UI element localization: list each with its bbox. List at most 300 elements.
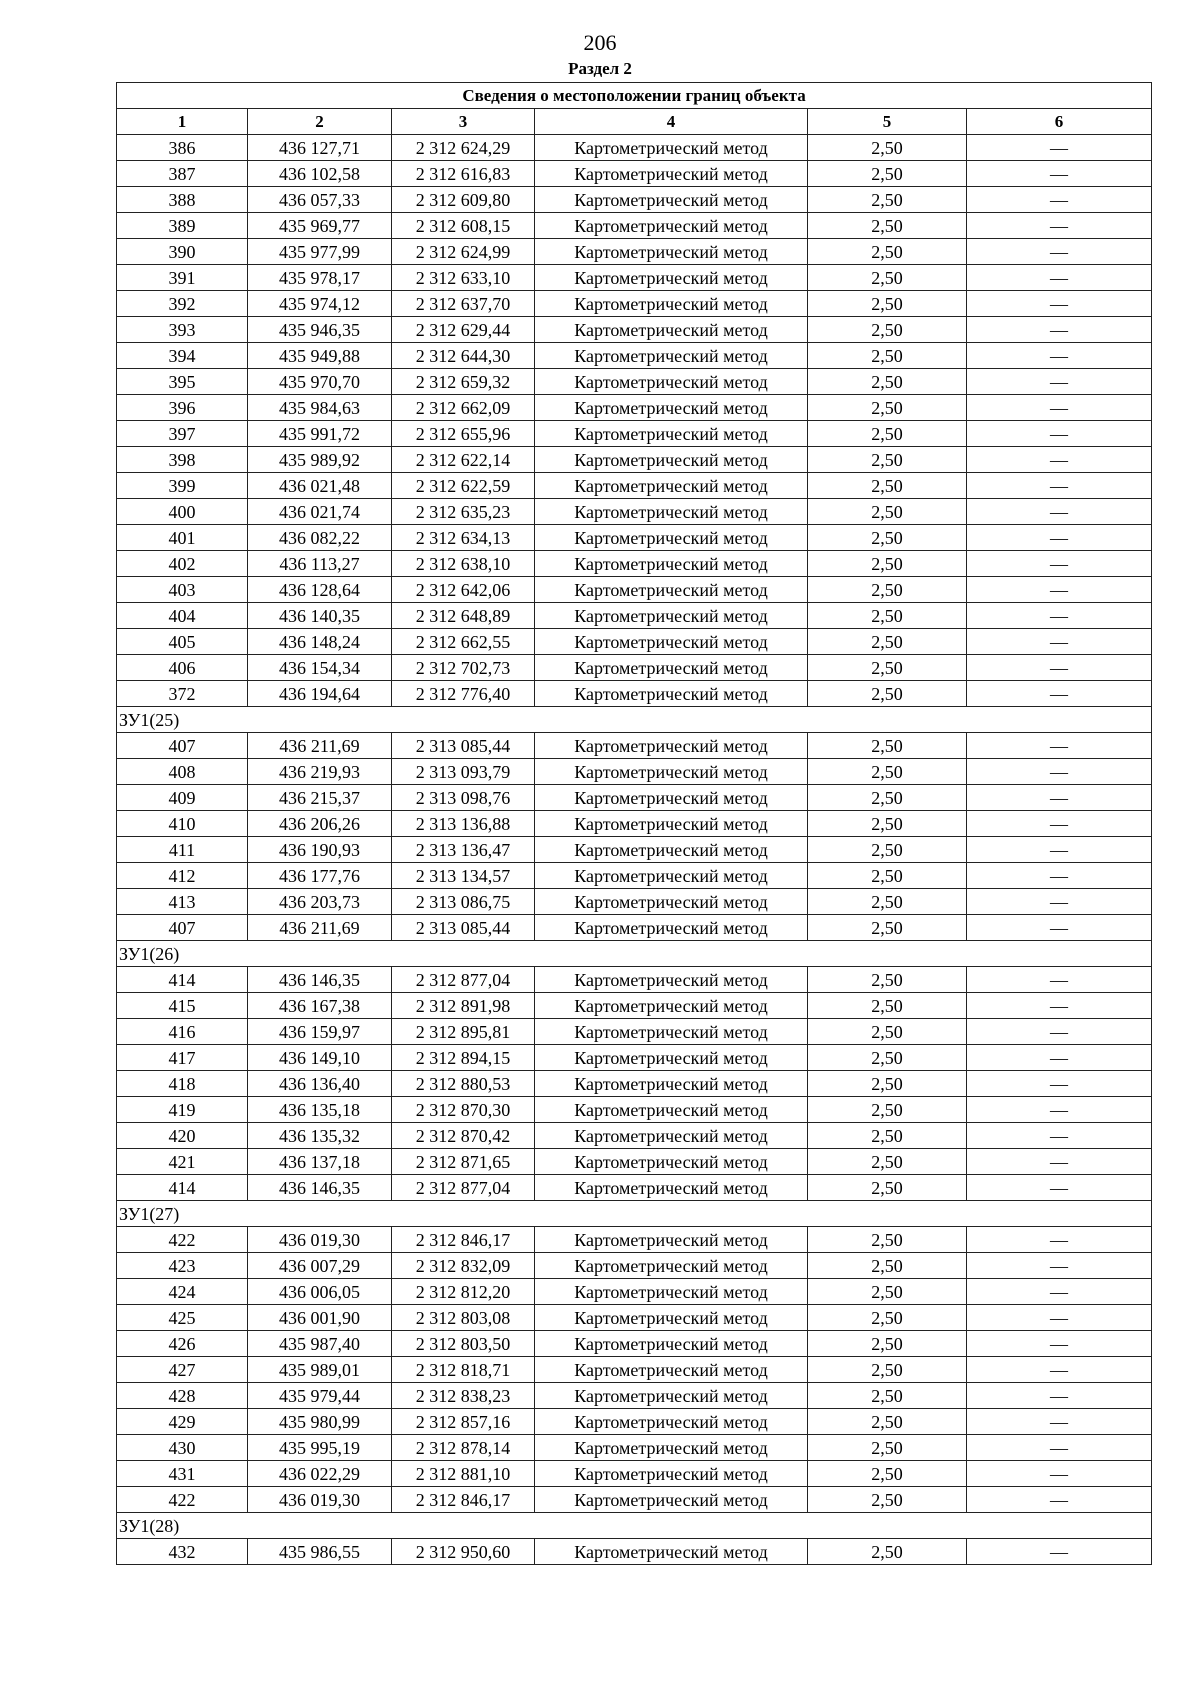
description-cell: — xyxy=(967,161,1152,187)
point-number-cell: 392 xyxy=(117,291,248,317)
table-row xyxy=(117,1305,1152,1331)
point-number-cell: 420 xyxy=(117,1123,248,1149)
method-cell: Картометрический метод xyxy=(535,1071,808,1097)
coord-x-cell: 436 137,18 xyxy=(248,1149,392,1175)
table-row xyxy=(117,1331,1152,1357)
coord-x-cell: 435 949,88 xyxy=(248,343,392,369)
description-cell: — xyxy=(967,1097,1152,1123)
table-title-row xyxy=(117,83,1152,109)
description-cell: — xyxy=(967,629,1152,655)
method-cell: Картометрический метод xyxy=(535,1097,808,1123)
table-row xyxy=(117,603,1152,629)
table-row xyxy=(117,1487,1152,1513)
point-number-cell: 396 xyxy=(117,395,248,421)
description-cell: — xyxy=(967,785,1152,811)
description-cell: — xyxy=(967,837,1152,863)
method-cell: Картометрический метод xyxy=(535,1487,808,1513)
accuracy-cell: 2,50 xyxy=(808,213,967,239)
method-cell: Картометрический метод xyxy=(535,187,808,213)
method-cell: Картометрический метод xyxy=(535,239,808,265)
accuracy-cell: 2,50 xyxy=(808,1019,967,1045)
table-row xyxy=(117,1357,1152,1383)
coord-y-cell: 2 312 812,20 xyxy=(392,1279,535,1305)
coord-x-cell: 435 980,99 xyxy=(248,1409,392,1435)
coord-y-cell: 2 312 880,53 xyxy=(392,1071,535,1097)
coord-x-cell: 436 022,29 xyxy=(248,1461,392,1487)
coord-x-cell: 436 149,10 xyxy=(248,1045,392,1071)
description-cell: — xyxy=(967,1019,1152,1045)
coord-y-cell: 2 312 832,09 xyxy=(392,1253,535,1279)
accuracy-cell: 2,50 xyxy=(808,421,967,447)
point-number-cell: 372 xyxy=(117,681,248,707)
description-cell: — xyxy=(967,1279,1152,1305)
table-row xyxy=(117,187,1152,213)
coord-x-cell: 435 989,01 xyxy=(248,1357,392,1383)
coord-x-cell: 436 019,30 xyxy=(248,1487,392,1513)
method-cell: Картометрический метод xyxy=(535,655,808,681)
description-cell: — xyxy=(967,473,1152,499)
coord-y-cell: 2 312 629,44 xyxy=(392,317,535,343)
accuracy-cell: 2,50 xyxy=(808,187,967,213)
method-cell: Картометрический метод xyxy=(535,603,808,629)
description-cell: — xyxy=(967,265,1152,291)
column-header-row xyxy=(117,109,1152,135)
point-number-cell: 422 xyxy=(117,1487,248,1513)
table-row xyxy=(117,447,1152,473)
accuracy-cell: 2,50 xyxy=(808,733,967,759)
description-cell: — xyxy=(967,577,1152,603)
point-number-cell: 399 xyxy=(117,473,248,499)
coord-x-cell: 435 989,92 xyxy=(248,447,392,473)
accuracy-cell: 2,50 xyxy=(808,291,967,317)
coord-y-cell: 2 312 878,14 xyxy=(392,1435,535,1461)
group-label: ЗУ1(25) xyxy=(117,707,1152,733)
table-title: Сведения о местоположении границ объекта xyxy=(117,83,1152,109)
accuracy-cell: 2,50 xyxy=(808,1045,967,1071)
accuracy-cell: 2,50 xyxy=(808,759,967,785)
description-cell: — xyxy=(967,421,1152,447)
method-cell: Картометрический метод xyxy=(535,1539,808,1565)
group-row xyxy=(117,1201,1152,1227)
method-cell: Картометрический метод xyxy=(535,499,808,525)
table-row xyxy=(117,655,1152,681)
coord-x-cell: 436 211,69 xyxy=(248,733,392,759)
coord-y-cell: 2 312 624,29 xyxy=(392,135,535,161)
table-row xyxy=(117,1253,1152,1279)
point-number-cell: 414 xyxy=(117,967,248,993)
description-cell: — xyxy=(967,1461,1152,1487)
accuracy-cell: 2,50 xyxy=(808,1253,967,1279)
point-number-cell: 424 xyxy=(117,1279,248,1305)
method-cell: Картометрический метод xyxy=(535,1357,808,1383)
point-number-cell: 389 xyxy=(117,213,248,239)
table-row xyxy=(117,421,1152,447)
method-cell: Картометрический метод xyxy=(535,447,808,473)
point-number-cell: 390 xyxy=(117,239,248,265)
point-number-cell: 423 xyxy=(117,1253,248,1279)
coord-x-cell: 435 987,40 xyxy=(248,1331,392,1357)
description-cell: — xyxy=(967,1409,1152,1435)
point-number-cell: 391 xyxy=(117,265,248,291)
coord-x-cell: 436 190,93 xyxy=(248,837,392,863)
point-number-cell: 395 xyxy=(117,369,248,395)
point-number-cell: 410 xyxy=(117,811,248,837)
column-header-3: 3 xyxy=(392,109,535,135)
method-cell: Картометрический метод xyxy=(535,473,808,499)
coord-y-cell: 2 312 633,10 xyxy=(392,265,535,291)
coord-y-cell: 2 312 662,09 xyxy=(392,395,535,421)
accuracy-cell: 2,50 xyxy=(808,447,967,473)
coord-x-cell: 435 978,17 xyxy=(248,265,392,291)
description-cell: — xyxy=(967,759,1152,785)
accuracy-cell: 2,50 xyxy=(808,811,967,837)
point-number-cell: 407 xyxy=(117,733,248,759)
coord-x-cell: 435 977,99 xyxy=(248,239,392,265)
coord-x-cell: 436 203,73 xyxy=(248,889,392,915)
point-number-cell: 431 xyxy=(117,1461,248,1487)
method-cell: Картометрический метод xyxy=(535,161,808,187)
accuracy-cell: 2,50 xyxy=(808,1435,967,1461)
accuracy-cell: 2,50 xyxy=(808,1175,967,1201)
description-cell: — xyxy=(967,1253,1152,1279)
accuracy-cell: 2,50 xyxy=(808,135,967,161)
column-header-1: 1 xyxy=(117,109,248,135)
method-cell: Картометрический метод xyxy=(535,1123,808,1149)
method-cell: Картометрический метод xyxy=(535,1383,808,1409)
description-cell: — xyxy=(967,291,1152,317)
coord-x-cell: 435 974,12 xyxy=(248,291,392,317)
table-row xyxy=(117,1175,1152,1201)
coord-y-cell: 2 312 871,65 xyxy=(392,1149,535,1175)
coord-x-cell: 436 140,35 xyxy=(248,603,392,629)
coord-x-cell: 436 006,05 xyxy=(248,1279,392,1305)
coord-x-cell: 436 082,22 xyxy=(248,525,392,551)
accuracy-cell: 2,50 xyxy=(808,1461,967,1487)
coord-x-cell: 435 969,77 xyxy=(248,213,392,239)
accuracy-cell: 2,50 xyxy=(808,629,967,655)
description-cell: — xyxy=(967,213,1152,239)
point-number-cell: 427 xyxy=(117,1357,248,1383)
method-cell: Картометрический метод xyxy=(535,525,808,551)
method-cell: Картометрический метод xyxy=(535,811,808,837)
method-cell: Картометрический метод xyxy=(535,317,808,343)
method-cell: Картометрический метод xyxy=(535,1435,808,1461)
accuracy-cell: 2,50 xyxy=(808,889,967,915)
point-number-cell: 393 xyxy=(117,317,248,343)
table-row xyxy=(117,1019,1152,1045)
accuracy-cell: 2,50 xyxy=(808,343,967,369)
description-cell: — xyxy=(967,1227,1152,1253)
coord-y-cell: 2 313 085,44 xyxy=(392,733,535,759)
method-cell: Картометрический метод xyxy=(535,213,808,239)
accuracy-cell: 2,50 xyxy=(808,967,967,993)
table-row xyxy=(117,993,1152,1019)
accuracy-cell: 2,50 xyxy=(808,369,967,395)
point-number-cell: 414 xyxy=(117,1175,248,1201)
coord-y-cell: 2 312 622,59 xyxy=(392,473,535,499)
coord-x-cell: 436 159,97 xyxy=(248,1019,392,1045)
coord-y-cell: 2 312 881,10 xyxy=(392,1461,535,1487)
table-row xyxy=(117,343,1152,369)
point-number-cell: 426 xyxy=(117,1331,248,1357)
accuracy-cell: 2,50 xyxy=(808,265,967,291)
description-cell: — xyxy=(967,369,1152,395)
coord-y-cell: 2 312 634,13 xyxy=(392,525,535,551)
method-cell: Картометрический метод xyxy=(535,1045,808,1071)
description-cell: — xyxy=(967,135,1152,161)
coord-x-cell: 436 154,34 xyxy=(248,655,392,681)
table-row xyxy=(117,1461,1152,1487)
point-number-cell: 415 xyxy=(117,993,248,1019)
coord-x-cell: 436 113,27 xyxy=(248,551,392,577)
table-row xyxy=(117,265,1152,291)
method-cell: Картометрический метод xyxy=(535,993,808,1019)
accuracy-cell: 2,50 xyxy=(808,785,967,811)
accuracy-cell: 2,50 xyxy=(808,1409,967,1435)
method-cell: Картометрический метод xyxy=(535,1305,808,1331)
coord-x-cell: 436 148,24 xyxy=(248,629,392,655)
point-number-cell: 409 xyxy=(117,785,248,811)
coord-y-cell: 2 312 644,30 xyxy=(392,343,535,369)
point-number-cell: 407 xyxy=(117,915,248,941)
description-cell: — xyxy=(967,1331,1152,1357)
accuracy-cell: 2,50 xyxy=(808,1097,967,1123)
coord-x-cell: 436 021,48 xyxy=(248,473,392,499)
table-row xyxy=(117,837,1152,863)
coord-x-cell: 436 136,40 xyxy=(248,1071,392,1097)
point-number-cell: 430 xyxy=(117,1435,248,1461)
point-number-cell: 406 xyxy=(117,655,248,681)
description-cell: — xyxy=(967,343,1152,369)
coord-y-cell: 2 312 857,16 xyxy=(392,1409,535,1435)
accuracy-cell: 2,50 xyxy=(808,1539,967,1565)
accuracy-cell: 2,50 xyxy=(808,525,967,551)
method-cell: Картометрический метод xyxy=(535,577,808,603)
accuracy-cell: 2,50 xyxy=(808,1305,967,1331)
table-row xyxy=(117,863,1152,889)
accuracy-cell: 2,50 xyxy=(808,915,967,941)
table-row xyxy=(117,915,1152,941)
coord-y-cell: 2 313 136,88 xyxy=(392,811,535,837)
point-number-cell: 412 xyxy=(117,863,248,889)
method-cell: Картометрический метод xyxy=(535,889,808,915)
coord-y-cell: 2 312 891,98 xyxy=(392,993,535,1019)
coord-y-cell: 2 312 870,42 xyxy=(392,1123,535,1149)
coord-y-cell: 2 312 638,10 xyxy=(392,551,535,577)
table-row xyxy=(117,889,1152,915)
group-label: ЗУ1(28) xyxy=(117,1513,1152,1539)
coord-y-cell: 2 313 085,44 xyxy=(392,915,535,941)
coord-y-cell: 2 312 870,30 xyxy=(392,1097,535,1123)
table-row xyxy=(117,395,1152,421)
table-row xyxy=(117,551,1152,577)
coord-y-cell: 2 313 134,57 xyxy=(392,863,535,889)
method-cell: Картометрический метод xyxy=(535,785,808,811)
method-cell: Картометрический метод xyxy=(535,1253,808,1279)
coord-y-cell: 2 312 877,04 xyxy=(392,1175,535,1201)
description-cell: — xyxy=(967,811,1152,837)
description-cell: — xyxy=(967,993,1152,1019)
coord-y-cell: 2 312 702,73 xyxy=(392,655,535,681)
table-row xyxy=(117,1097,1152,1123)
point-number-cell: 388 xyxy=(117,187,248,213)
method-cell: Картометрический метод xyxy=(535,1461,808,1487)
description-cell: — xyxy=(967,551,1152,577)
coord-y-cell: 2 312 655,96 xyxy=(392,421,535,447)
coord-y-cell: 2 312 838,23 xyxy=(392,1383,535,1409)
group-label: ЗУ1(27) xyxy=(117,1201,1152,1227)
coord-x-cell: 436 001,90 xyxy=(248,1305,392,1331)
accuracy-cell: 2,50 xyxy=(808,1331,967,1357)
accuracy-cell: 2,50 xyxy=(808,499,967,525)
point-number-cell: 418 xyxy=(117,1071,248,1097)
accuracy-cell: 2,50 xyxy=(808,1279,967,1305)
coord-x-cell: 436 194,64 xyxy=(248,681,392,707)
coord-x-cell: 435 986,55 xyxy=(248,1539,392,1565)
method-cell: Картометрический метод xyxy=(535,1331,808,1357)
description-cell: — xyxy=(967,655,1152,681)
coord-x-cell: 435 979,44 xyxy=(248,1383,392,1409)
method-cell: Картометрический метод xyxy=(535,1175,808,1201)
table-row xyxy=(117,577,1152,603)
coord-x-cell: 436 102,58 xyxy=(248,161,392,187)
coord-x-cell: 436 167,38 xyxy=(248,993,392,1019)
description-cell: — xyxy=(967,239,1152,265)
coord-y-cell: 2 312 846,17 xyxy=(392,1227,535,1253)
table-row xyxy=(117,1409,1152,1435)
group-row xyxy=(117,941,1152,967)
description-cell: — xyxy=(967,1357,1152,1383)
description-cell: — xyxy=(967,1123,1152,1149)
method-cell: Картометрический метод xyxy=(535,369,808,395)
point-number-cell: 413 xyxy=(117,889,248,915)
table-row xyxy=(117,1045,1152,1071)
accuracy-cell: 2,50 xyxy=(808,1487,967,1513)
accuracy-cell: 2,50 xyxy=(808,395,967,421)
coord-x-cell: 436 215,37 xyxy=(248,785,392,811)
table-row xyxy=(117,785,1152,811)
accuracy-cell: 2,50 xyxy=(808,1149,967,1175)
table-row xyxy=(117,733,1152,759)
method-cell: Картометрический метод xyxy=(535,395,808,421)
point-number-cell: 408 xyxy=(117,759,248,785)
accuracy-cell: 2,50 xyxy=(808,993,967,1019)
description-cell: — xyxy=(967,863,1152,889)
coord-x-cell: 436 219,93 xyxy=(248,759,392,785)
method-cell: Картометрический метод xyxy=(535,343,808,369)
coord-x-cell: 436 128,64 xyxy=(248,577,392,603)
point-number-cell: 397 xyxy=(117,421,248,447)
table-row xyxy=(117,629,1152,655)
accuracy-cell: 2,50 xyxy=(808,863,967,889)
accuracy-cell: 2,50 xyxy=(808,1123,967,1149)
coord-x-cell: 436 135,32 xyxy=(248,1123,392,1149)
method-cell: Картометрический метод xyxy=(535,759,808,785)
description-cell: — xyxy=(967,187,1152,213)
coord-y-cell: 2 312 648,89 xyxy=(392,603,535,629)
coord-x-cell: 435 946,35 xyxy=(248,317,392,343)
point-number-cell: 398 xyxy=(117,447,248,473)
coord-x-cell: 436 019,30 xyxy=(248,1227,392,1253)
accuracy-cell: 2,50 xyxy=(808,655,967,681)
description-cell: — xyxy=(967,499,1152,525)
method-cell: Картометрический метод xyxy=(535,551,808,577)
coord-y-cell: 2 312 895,81 xyxy=(392,1019,535,1045)
point-number-cell: 404 xyxy=(117,603,248,629)
coord-x-cell: 436 135,18 xyxy=(248,1097,392,1123)
column-header-2: 2 xyxy=(248,109,392,135)
table-row xyxy=(117,681,1152,707)
description-cell: — xyxy=(967,525,1152,551)
accuracy-cell: 2,50 xyxy=(808,161,967,187)
description-cell: — xyxy=(967,1383,1152,1409)
coord-x-cell: 435 991,72 xyxy=(248,421,392,447)
coord-x-cell: 435 984,63 xyxy=(248,395,392,421)
description-cell: — xyxy=(967,1175,1152,1201)
table-row xyxy=(117,1435,1152,1461)
coord-x-cell: 436 146,35 xyxy=(248,967,392,993)
coord-y-cell: 2 312 803,50 xyxy=(392,1331,535,1357)
accuracy-cell: 2,50 xyxy=(808,603,967,629)
coord-x-cell: 436 127,71 xyxy=(248,135,392,161)
table-row xyxy=(117,161,1152,187)
point-number-cell: 405 xyxy=(117,629,248,655)
coord-x-cell: 436 206,26 xyxy=(248,811,392,837)
table-row xyxy=(117,525,1152,551)
coord-y-cell: 2 313 086,75 xyxy=(392,889,535,915)
group-row xyxy=(117,1513,1152,1539)
method-cell: Картометрический метод xyxy=(535,733,808,759)
method-cell: Картометрический метод xyxy=(535,1019,808,1045)
description-cell: — xyxy=(967,733,1152,759)
coord-y-cell: 2 312 608,15 xyxy=(392,213,535,239)
accuracy-cell: 2,50 xyxy=(808,681,967,707)
table-row xyxy=(117,239,1152,265)
description-cell: — xyxy=(967,1045,1152,1071)
column-header-5: 5 xyxy=(808,109,967,135)
point-number-cell: 400 xyxy=(117,499,248,525)
table-row xyxy=(117,499,1152,525)
table-row xyxy=(117,473,1152,499)
method-cell: Картометрический метод xyxy=(535,863,808,889)
column-header-4: 4 xyxy=(535,109,808,135)
method-cell: Картометрический метод xyxy=(535,681,808,707)
coord-x-cell: 436 007,29 xyxy=(248,1253,392,1279)
method-cell: Картометрический метод xyxy=(535,265,808,291)
coord-y-cell: 2 312 659,32 xyxy=(392,369,535,395)
point-number-cell: 422 xyxy=(117,1227,248,1253)
coord-x-cell: 436 057,33 xyxy=(248,187,392,213)
accuracy-cell: 2,50 xyxy=(808,239,967,265)
coord-y-cell: 2 312 635,23 xyxy=(392,499,535,525)
method-cell: Картометрический метод xyxy=(535,837,808,863)
coord-y-cell: 2 312 894,15 xyxy=(392,1045,535,1071)
accuracy-cell: 2,50 xyxy=(808,837,967,863)
coord-y-cell: 2 312 950,60 xyxy=(392,1539,535,1565)
method-cell: Картометрический метод xyxy=(535,1279,808,1305)
description-cell: — xyxy=(967,1149,1152,1175)
description-cell: — xyxy=(967,1487,1152,1513)
description-cell: — xyxy=(967,915,1152,941)
description-cell: — xyxy=(967,603,1152,629)
point-number-cell: 386 xyxy=(117,135,248,161)
description-cell: — xyxy=(967,395,1152,421)
point-number-cell: 419 xyxy=(117,1097,248,1123)
point-number-cell: 425 xyxy=(117,1305,248,1331)
method-cell: Картометрический метод xyxy=(535,967,808,993)
accuracy-cell: 2,50 xyxy=(808,1383,967,1409)
method-cell: Картометрический метод xyxy=(535,915,808,941)
